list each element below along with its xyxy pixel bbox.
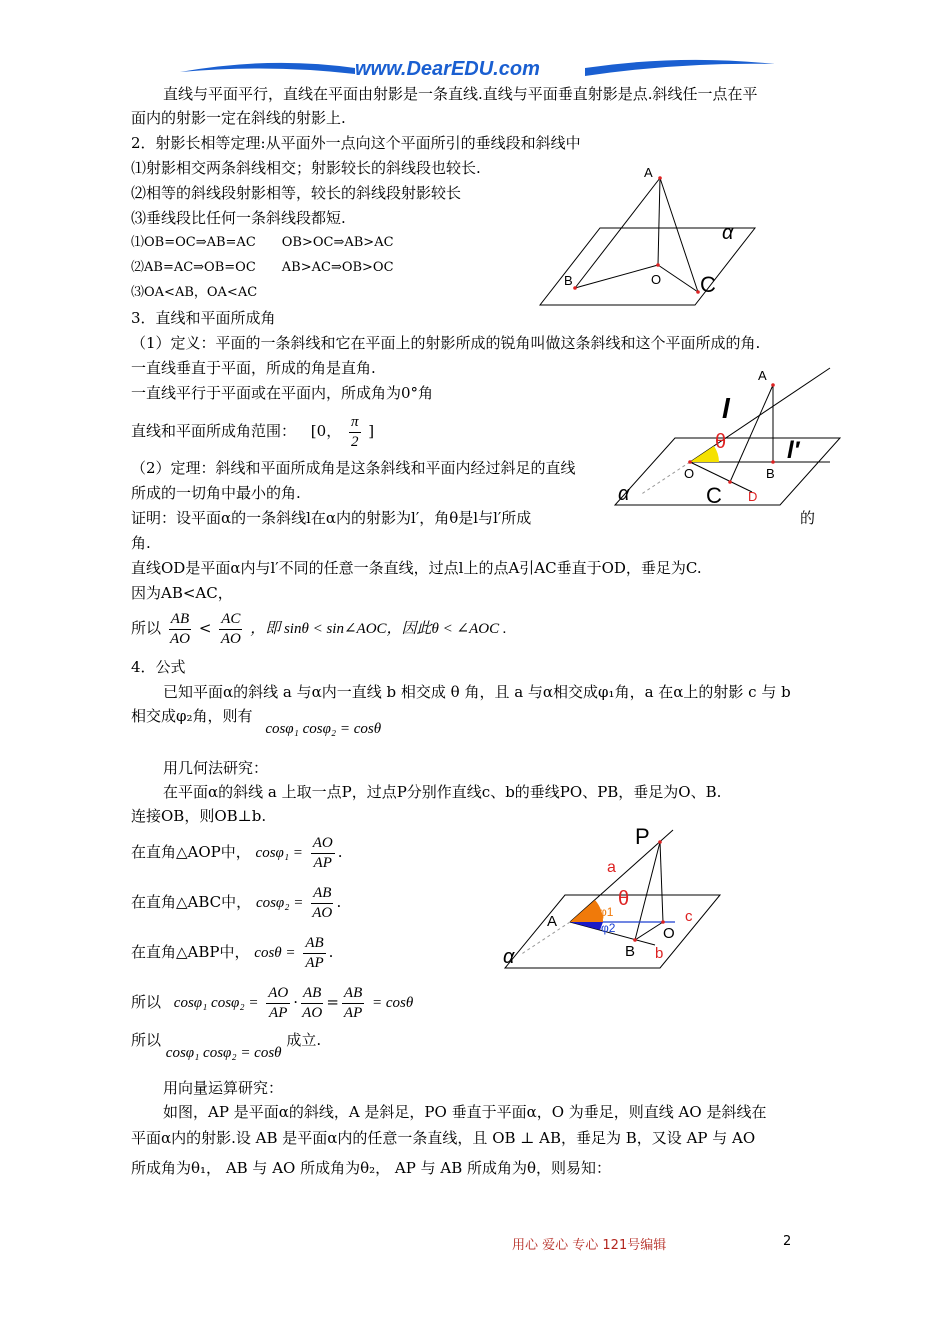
item-2b: ⑵相等的斜线段射影相等，较长的斜线段射影较长	[131, 184, 462, 202]
figure-formula	[495, 820, 735, 975]
proof-1: 证明：设平面α的一条斜线l在α内的射影为l′，角θ是l与l′所成	[131, 509, 532, 527]
fig1-pt-O	[656, 263, 660, 267]
geometry-step-2: 连接OB，则OB⊥b.	[131, 807, 267, 825]
item-2a: ⑴射影相交两条斜线相交；射影较长的斜线段也较长.	[131, 159, 481, 177]
g5-n: AB	[311, 884, 333, 904]
vector-line-1: 如图，AP 是平面α的斜线，A 是斜足，PO 垂直于平面α，O 为垂足，则直线 AO 是斜线在	[163, 1103, 767, 1121]
fig1-AC	[660, 178, 698, 292]
fig3-pt-O	[661, 920, 665, 924]
fig2-label-D: D	[748, 489, 758, 504]
g5-pre: 在直角△ABC中，	[131, 893, 252, 911]
g7-f1n: AO	[266, 984, 290, 1004]
fig1-label-B: B	[564, 273, 573, 288]
g7-pre: 所以	[131, 993, 162, 1011]
fig3-dash	[520, 922, 570, 955]
fig1-OB	[575, 265, 658, 288]
geometry-title: 用几何法研究：	[163, 759, 269, 777]
proof-5-f2n: AC	[219, 610, 242, 630]
fig3-label-theta: θ	[618, 888, 630, 910]
fig1-label-alpha: α	[722, 222, 734, 244]
header-swoosh-right	[585, 60, 775, 76]
definition-2: 一直线垂直于平面，所成的角是直角.	[131, 359, 376, 377]
footer-motto: 用心 爱心 专心 121号编辑	[512, 1238, 667, 1253]
fig1-OC	[658, 265, 698, 292]
fig2-label-O: O	[684, 466, 695, 481]
fig3-label-A: A	[547, 913, 558, 930]
g7-f3n: AB	[342, 984, 364, 1004]
fig3-label-a: a	[607, 859, 616, 876]
fig1-label-O: O	[651, 272, 662, 287]
g5-frac	[311, 884, 333, 923]
proof-4: 因为AB<AC，	[131, 584, 233, 602]
g6-lhs: cosθ =	[254, 945, 296, 961]
g6-dot: .	[328, 943, 334, 961]
fig2-label-l: l	[722, 393, 730, 424]
g7-f2n: AB	[301, 984, 323, 1004]
fig2-label-C: C	[706, 483, 722, 508]
para-l2: 面内的射影一定在斜线的射影上.	[131, 109, 346, 127]
fig1-pt-A	[658, 176, 662, 180]
range-den: 2	[350, 433, 359, 450]
g7-mul: ·	[293, 993, 298, 1011]
g7-frac-1	[266, 984, 290, 1023]
g8-post: 成立.	[286, 1031, 322, 1049]
fig2-label-lp: l′	[787, 437, 800, 464]
definition-3: 一直线平行于平面或在平面内，所成角为0°角	[131, 384, 434, 402]
fig2-pt-O	[688, 460, 692, 464]
item-2c: ⑶垂线段比任何一条斜线段都短.	[131, 209, 346, 227]
fig3-label-phi1: φ1	[599, 905, 614, 919]
fig3-label-c: c	[685, 908, 693, 925]
g5-lhs: cosφ₂ =	[255, 895, 304, 911]
fig2-label-alpha: α	[618, 483, 630, 505]
g6-frac	[303, 934, 325, 973]
g7-eq: =	[326, 993, 339, 1011]
range-fraction	[349, 413, 361, 452]
fig1-pt-B	[573, 286, 577, 290]
proof-5-f1d: AO	[169, 630, 190, 647]
g6-pre: 在直角△ABP中，	[131, 943, 250, 961]
range-close: ]	[368, 422, 375, 440]
main-formula: cosφ₁ cosφ₂ = cosθ	[265, 721, 382, 737]
formula-intro-1: 已知平面α的斜线 a 与α内一直线 b 相交成 θ 角，且 a 与α相交成φ₁角，a 在α上的射影 c 与 b	[163, 683, 791, 701]
fig3-label-P: P	[635, 824, 650, 849]
fig1-label-C: C	[700, 272, 716, 297]
g7-f2d: AO	[302, 1004, 323, 1021]
fig3-label-O: O	[663, 925, 675, 942]
g4-dot: .	[337, 843, 343, 861]
g7-f1d: AP	[269, 1004, 288, 1021]
fig3-PB	[635, 842, 660, 940]
proof-5-pre: 所以	[131, 619, 162, 637]
theorem-2: 所成的一切角中最小的角.	[131, 484, 301, 502]
fig2-pt-A	[771, 383, 775, 387]
vector-line-3: 所成角为θ₁， AB 与 AO 所成角为θ₂， AP 与 AB 所成角为θ，则易知：	[131, 1159, 612, 1177]
proof-5-f1n: AB	[169, 610, 191, 630]
g5-dot: .	[336, 893, 342, 911]
fig3-pt-P	[658, 840, 662, 844]
figure-projection	[530, 160, 770, 310]
fig3-label-B: B	[625, 943, 636, 960]
figure-angle	[610, 360, 850, 510]
definition-1: （1）定义：平面的一条斜线和它在平面上的射影所成的锐角叫做这条斜线和这个平面所成的角.	[131, 334, 761, 352]
g5-d: AO	[312, 904, 333, 921]
fig2-label-theta: θ	[715, 431, 727, 453]
fig2-dash-left	[640, 462, 690, 495]
g4-n: AO	[311, 834, 335, 854]
fig1-AB	[575, 178, 660, 288]
g7-rhs: = cosθ	[372, 995, 414, 1011]
proof-3: 直线OD是平面α内与l′不同的任意一条直线，过点l上的点A引AC垂直于OD，垂足为C.	[131, 559, 702, 577]
g4-pre: 在直角△AOP中，	[131, 843, 251, 861]
fig2-plane	[615, 438, 840, 505]
site-url[interactable]: www.DearEDU.com	[355, 58, 540, 80]
g8-pre: 所以	[131, 1031, 162, 1049]
proof-5	[131, 606, 507, 651]
geometry-product	[131, 980, 413, 1025]
header-swoosh-left	[180, 63, 355, 74]
section-2-title: 2．射影长相等定理:从平面外一点向这个平面所引的垂线段和斜线中	[131, 134, 581, 152]
proof-5-lt: <	[198, 619, 212, 637]
formula-intro-2	[131, 706, 382, 737]
geometry-cos-phi2	[131, 880, 341, 925]
fig2-pt-C	[728, 480, 732, 484]
proof-5-frac-1	[169, 610, 191, 649]
section-4-title: 4．公式	[131, 658, 186, 676]
theorem-1: （2）定理：斜线和平面所成角是这条斜线和平面内经过斜足的直线	[131, 459, 576, 477]
formula-3: ⑶OA<AB，OA<AC	[131, 285, 258, 300]
fig3-label-b: b	[655, 945, 664, 962]
fig3-label-phi2: φ2	[601, 921, 616, 935]
g7-frac-3	[342, 984, 364, 1023]
formula-2: ⑵AB=AC⇒OB=OC AB>AC⇒OB>OC	[131, 260, 394, 275]
g8-formula: cosφ₁ cosφ₂ = cosθ	[165, 1045, 282, 1061]
geometry-step-1: 在平面α的斜线 a 上取一点P，过点P分别作直线c、b的垂线PO、PB，垂足为O、B.	[163, 783, 722, 801]
proof-2: 角.	[131, 534, 151, 552]
g7-frac-2	[301, 984, 323, 1023]
formula-intro-2-pre: 相交成φ₂角，则有	[131, 707, 253, 725]
geometry-conclusion	[131, 1030, 322, 1061]
g7-lhs: cosφ₁ cosφ₂ =	[173, 995, 259, 1011]
fig3-PO	[660, 842, 663, 922]
proof-5-frac-2	[219, 610, 242, 649]
fig1-label-A: A	[644, 165, 653, 180]
fig3-label-alpha: α	[503, 946, 515, 968]
angle-range	[131, 410, 374, 452]
g4-d: AP	[313, 854, 332, 871]
range-num: π	[349, 413, 361, 433]
g6-d: AP	[305, 954, 324, 971]
para-l1: 直线与平面平行，直线在平面由射影是一条直线.直线与平面垂直射影是点.斜线任一点在平	[163, 85, 758, 103]
g4-lhs: cosφ₁ =	[255, 845, 303, 861]
geometry-cos-phi1	[131, 830, 343, 875]
proof-1-tail: 的	[800, 509, 816, 527]
fig3-pt-B	[633, 938, 637, 942]
vector-title: 用向量运算研究：	[163, 1079, 284, 1097]
vector-line-2: 平面α内的射影.设 AB 是平面α内的任意一条直线，且 OB ⊥ AB，垂足为 B，又设 AP 与 AO	[131, 1129, 756, 1147]
formula-1: ⑴OB=OC⇒AB=AC OB>OC⇒AB>AC	[131, 235, 394, 250]
g6-n: AB	[303, 934, 325, 954]
page-number: 2	[783, 1234, 792, 1249]
range-open: [0，	[310, 422, 342, 440]
fig2-label-A: A	[758, 368, 767, 383]
range-label: 直线和平面所成角范围：	[131, 422, 297, 440]
fig2-label-B: B	[766, 466, 775, 481]
proof-5-post: ，即 sinθ < sin∠AOC，因此θ < ∠AOC .	[250, 621, 507, 637]
geometry-cos-theta	[131, 930, 333, 975]
fig1-AO	[658, 178, 660, 265]
fig3-phi2-sector	[570, 922, 603, 930]
proof-5-f2d: AO	[220, 630, 241, 647]
section-3-title: 3．直线和平面所成角	[131, 309, 276, 327]
g7-f3d: AP	[343, 1004, 363, 1021]
g4-frac	[311, 834, 335, 873]
fig2-pt-B	[771, 460, 775, 464]
